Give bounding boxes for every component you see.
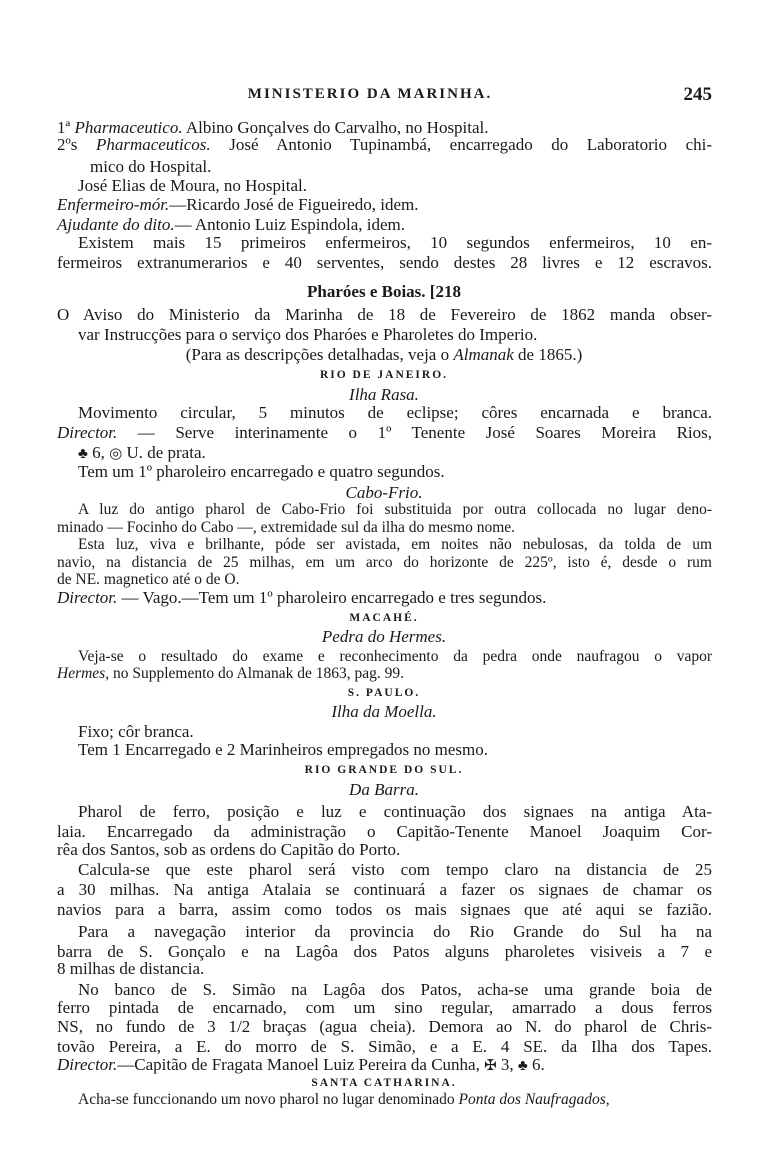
text-line [40, 627, 728, 647]
text-line [57, 423, 712, 443]
text-line [78, 443, 206, 463]
text-segment: Veja-se o resultado do exame e reconhecimento da pedra onde naufragou o vapor [78, 648, 712, 665]
order-insignia-icon: ♣ [78, 446, 88, 462]
text-segment: 2ºs [57, 135, 96, 154]
text-segment: mico do Hospital. [90, 157, 212, 176]
text-line [40, 345, 728, 365]
text-line [57, 305, 712, 325]
text-segment: de 1865.) [513, 345, 583, 364]
text-segment: Pharol de ferro, posição e luz e continuação dos signaes na antiga Ata- [78, 802, 712, 821]
text-segment: 1ª [57, 118, 75, 137]
text-line [40, 702, 728, 722]
italic-text: Hermes, [57, 665, 110, 682]
text-segment: Acha-se funccionando um novo pharol no lugar denominado [78, 1091, 459, 1108]
text-line [57, 822, 712, 842]
text-line [78, 980, 712, 1000]
text-line [57, 880, 712, 900]
text-line [78, 860, 712, 880]
text-line [78, 403, 712, 423]
italic-text: Almanak [453, 345, 514, 364]
text-segment: U. de prata. [122, 443, 206, 462]
text-line [78, 922, 712, 942]
italic-text: Cabo-Frio. [345, 483, 423, 502]
text-segment: Tem um 1º pharoleiro encarregado e quatro segundos. [78, 462, 445, 481]
text-segment: barra de S. Gonçalo e na Lagôa dos Patos alguns pharoletes visiveis a 7 e [57, 942, 712, 961]
text-segment: var Instrucções para o serviço dos Pharóes e Pharoletes do Imperio. [78, 325, 538, 344]
text-segment: A luz do antigo pharol de Cabo-Frio foi substituida por outra collocada no lugar deno- [78, 501, 712, 518]
text-line [78, 802, 712, 822]
text-segment: tovão Pereira, a E. do morro de S. Simão, e a E. 4 SE. da Ilha dos Tapes. [57, 1037, 712, 1056]
text-line [78, 176, 307, 196]
italic-text: Ilha Rasa. [349, 385, 419, 404]
text-segment: 3, [496, 1055, 518, 1074]
text-segment: — Serve interinamente o 1º Tenente José Soares Moreira Rios, [117, 423, 712, 442]
italic-text: Director. [57, 588, 118, 607]
text-line [57, 840, 400, 860]
text-segment: S. PAULO. [347, 687, 421, 699]
italic-text: Director. [57, 1055, 118, 1074]
text-segment: 6. [527, 1055, 545, 1074]
text-segment: navios para a barra, assim como todos os mais signaes que até aqui se fazião. [57, 900, 712, 919]
text-line [78, 722, 194, 742]
text-line [57, 1055, 545, 1075]
text-segment: Pharóes e Boias. [218 [307, 282, 461, 301]
text-segment: Fixo; côr branca. [78, 722, 194, 741]
medal-icon: ◎ [109, 446, 123, 462]
text-segment: fermeiros extranumerarios e 40 serventes, sendo destes 28 livres e 12 escravos. [57, 253, 712, 272]
text-segment: Albino Gonçalves do Carvalho, no Hospital. [182, 118, 489, 137]
text-line [57, 253, 712, 273]
text-segment: — Vago.—Tem um 1º pharoleiro encarregado e tres segundos. [117, 588, 547, 607]
text-segment: minado — Focinho do Cabo —, extremidade sul da ilha do mesmo nome. [57, 519, 516, 536]
text-line [40, 780, 728, 800]
text-line [57, 1017, 712, 1037]
page-number: 245 [683, 84, 712, 105]
text-segment: No banco de S. Simão na Lagôa dos Patos, acha-se uma grande boia de [78, 980, 712, 999]
text-segment: (Para as descripções detalhadas, veja o [185, 345, 454, 364]
text-segment: 8 milhas de distancia. [57, 959, 205, 978]
chapter-heading [40, 282, 728, 302]
italic-text: Pharmaceutico. [74, 118, 183, 137]
text-line [78, 500, 712, 520]
text-line [57, 570, 240, 590]
text-segment: Existem mais 15 primeiros enfermeiros, 10 segundos enfermeiros, 10 en- [78, 233, 712, 252]
text-segment: —Ricardo José de Figueiredo, idem. [169, 195, 419, 214]
text-segment: navio, na distancia de 25 milhas, em um arco do horizonte de 225º, isto é, desde o rum [57, 554, 712, 571]
text-segment: ferro pintada de encarnado, com um sino regular, amarrado a dous ferros [57, 998, 712, 1017]
text-segment: Tem 1 Encarregado e 2 Marinheiros empregados no mesmo. [78, 740, 488, 759]
text-segment: de NE. magnetico até o de O. [57, 571, 240, 588]
italic-text: Pharmaceuticos. [95, 135, 211, 154]
text-segment: 6, [87, 443, 110, 462]
section-heading [40, 365, 728, 385]
text-segment: rêa dos Santos, sob as ordens do Capitão do Porto. [57, 840, 401, 859]
text-segment: RIO DE JANEIRO. [319, 369, 449, 381]
text-line [78, 233, 712, 253]
text-segment: —Capitão de Fragata Manoel Luiz Pereira da Cunha, [117, 1055, 485, 1074]
text-line [40, 385, 728, 405]
text-line [78, 462, 445, 482]
text-line [78, 325, 537, 345]
text-segment: laia. Encarregado da administração o Capitão-Tenente Manoel Joaquim Cor- [57, 822, 712, 841]
text-segment: Esta luz, viva e brilhante, póde ser avistada, em noites não nebulosas, da tolda de um [78, 536, 712, 553]
italic-text: Da Barra. [349, 780, 419, 799]
italic-text: Enfermeiro-mór. [57, 195, 170, 214]
cross-insignia-icon: ✠ [484, 1058, 497, 1074]
text-segment: Calcula-se que este pharol será visto com tempo claro na distancia de 25 [78, 860, 712, 879]
text-line [78, 1090, 610, 1110]
text-line [57, 135, 712, 155]
text-segment: MACAHÉ. [349, 612, 419, 624]
text-segment: Movimento circular, 5 minutos de eclipse; côres encarnada e branca. [78, 403, 712, 422]
text-line [57, 588, 546, 608]
text-line [90, 157, 211, 177]
italic-text: Ilha da Moella. [331, 702, 437, 721]
text-line [57, 215, 405, 235]
section-heading [40, 608, 728, 628]
text-segment: — Antonio Luiz Espindola, idem. [174, 215, 405, 234]
section-heading [40, 683, 728, 703]
text-segment: no Supplemento do Almanak de 1863, pag. 99. [109, 665, 404, 682]
text-segment: SANTA CATHARINA. [311, 1077, 457, 1089]
text-line [57, 664, 404, 684]
italic-text: Ajudante do dito. [57, 215, 175, 234]
text-line [57, 1037, 712, 1057]
order-insignia-icon: ♣ [517, 1058, 528, 1074]
text-line [57, 959, 204, 979]
text-line [57, 900, 712, 920]
text-segment: José Elias de Moura, no Hospital. [78, 176, 307, 195]
text-line [78, 740, 488, 760]
italic-text: Pedra do Hermes. [321, 627, 447, 646]
text-segment: José Antonio Tupinambá, encarregado do Laboratorio chi- [210, 135, 712, 154]
text-segment: RIO GRANDE DO SUL. [304, 764, 464, 776]
text-segment: a 30 milhas. Na antiga Atalaia se continuará a fazer os signaes de chamar os [57, 880, 712, 899]
italic-text: Ponta dos Naufragados, [458, 1091, 610, 1108]
text-segment: Para a navegação interior da provincia do Rio Grande do Sul ha na [78, 922, 712, 941]
text-line [57, 195, 419, 215]
section-heading [40, 760, 728, 780]
text-line [57, 998, 712, 1018]
text-segment: NS, no fundo de 3 1/2 braças (agua cheia). Demora ao N. do pharol de Chris- [57, 1017, 712, 1036]
running-title: MINISTERIO DA MARINHA. [247, 86, 493, 102]
text-line [78, 535, 712, 555]
text-segment: O Aviso do Ministerio da Marinha de 18 de Fevereiro de 1862 manda obser- [57, 305, 712, 324]
italic-text: Director. [57, 423, 118, 442]
